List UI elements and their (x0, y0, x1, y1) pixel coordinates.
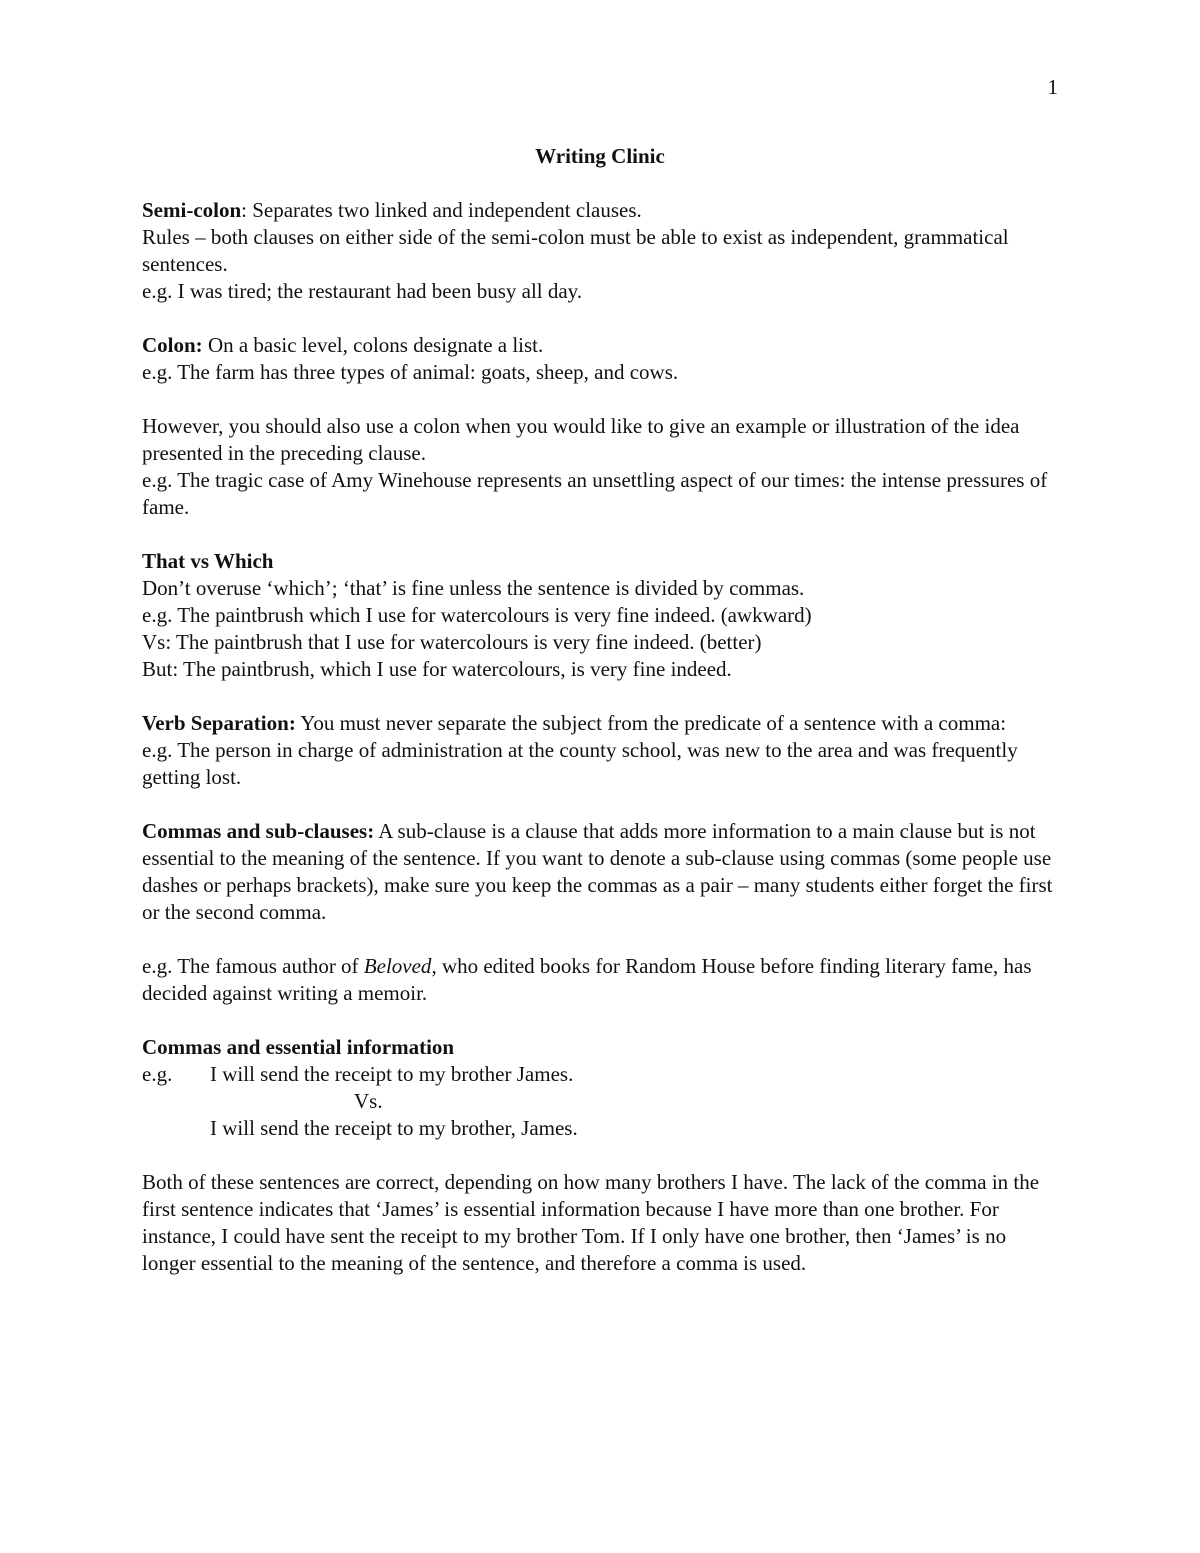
sub-clauses-definition (142, 818, 1062, 926)
verb-separation-example: e.g. The person in charge of administration at the county school, was new to the area and was frequently getting lost. (142, 738, 1018, 789)
that-which-line: e.g. The paintbrush which I use for watercolours is very fine indeed. (awkward) (142, 603, 812, 627)
colon-example: e.g. The farm has three types of animal: goats, sheep, and cows. (142, 360, 679, 384)
verb-separation-definition (142, 710, 1062, 737)
essential-explanation-section (142, 1169, 1062, 1277)
verb-separation-def-text: You must never separate the subject from the predicate of a sentence with a comma: (295, 711, 1007, 735)
semicolon-definition (142, 197, 1062, 224)
vs-label: Vs. (354, 1089, 383, 1113)
colon-heading: Colon: (142, 333, 203, 357)
page-title: Writing Clinic (535, 144, 665, 168)
essential-example-row (142, 1061, 1062, 1088)
that-which-heading: That vs Which (142, 549, 274, 573)
essential-explanation: Both of these sentences are correct, depending on how many brothers I have. The lack of the comma in the first sentence indicates that ‘James’ is essential information because I have more than one brother. For instance, I could have sent the receipt to my brother Tom. If I only have one brother, then ‘James’ is no longer essential to the meaning of the sentence, and therefore a comma is used. (142, 1170, 1040, 1275)
sub-clauses-example-post: , who edited books for Random House before finding literary fame, has decided against writing a memoir. (142, 954, 1032, 1005)
sub-clauses-section (142, 818, 1062, 926)
sub-clauses-example (142, 953, 1062, 1007)
essential-sentence-2: I will send the receipt to my brother, James. (210, 1116, 578, 1140)
semicolon-def-text: : Separates two linked and independent clauses. (241, 198, 642, 222)
semicolon-heading: Semi-colon (142, 198, 242, 222)
that-which-line: Don’t overuse ‘which’; ‘that’ is fine unless the sentence is divided by commas. (142, 576, 805, 600)
verb-separation-section (142, 710, 1062, 791)
sub-clauses-example-section (142, 953, 1062, 1007)
colon-def-text: On a basic level, colons designate a list. (202, 333, 544, 357)
page-number: 1 (1047, 75, 1058, 99)
sub-clauses-def-text: A sub-clause is a clause that adds more information to a main clause but is not essential to the meaning of the sentence. If you want to denote a sub-clause using commas (some people use dashes or perhaps brackets), make sure you keep the commas as a pair – many students either forget the first or the second comma. (142, 819, 1053, 924)
essential-info-heading: Commas and essential information (142, 1035, 455, 1059)
colon-extra-example: e.g. The tragic case of Amy Winehouse represents an unsettling aspect of our times: the intense pressures of fame. (142, 468, 1048, 519)
essential-info-section (142, 1034, 1062, 1142)
semicolon-section (142, 197, 1062, 305)
verb-separation-heading: Verb Separation: (142, 711, 296, 735)
colon-extra-section (142, 413, 1062, 521)
that-which-section (142, 548, 1062, 683)
eg-label: e.g. (142, 1062, 173, 1086)
colon-extra-text: However, you should also use a colon when you would like to give an example or illustration of the idea presented in the preceding clause. (142, 414, 1020, 465)
sub-clauses-heading: Commas and sub-clauses: (142, 819, 375, 843)
colon-section (142, 332, 1062, 386)
document-body (142, 197, 1062, 1304)
that-which-line: Vs: The paintbrush that I use for watercolours is very fine indeed. (better) (142, 630, 762, 654)
colon-definition (142, 332, 1062, 359)
semicolon-rules: Rules – both clauses on either side of the semi-colon must be able to exist as independent, grammatical sentences. (142, 225, 1009, 276)
sub-clauses-example-pre: e.g. The famous author of (142, 954, 364, 978)
semicolon-example: e.g. I was tired; the restaurant had been busy all day. (142, 279, 583, 303)
that-which-line: But: The paintbrush, which I use for watercolours, is very fine indeed. (142, 657, 732, 681)
essential-sentence-1: I will send the receipt to my brother James. (210, 1062, 574, 1086)
book-title: Beloved (363, 954, 432, 978)
